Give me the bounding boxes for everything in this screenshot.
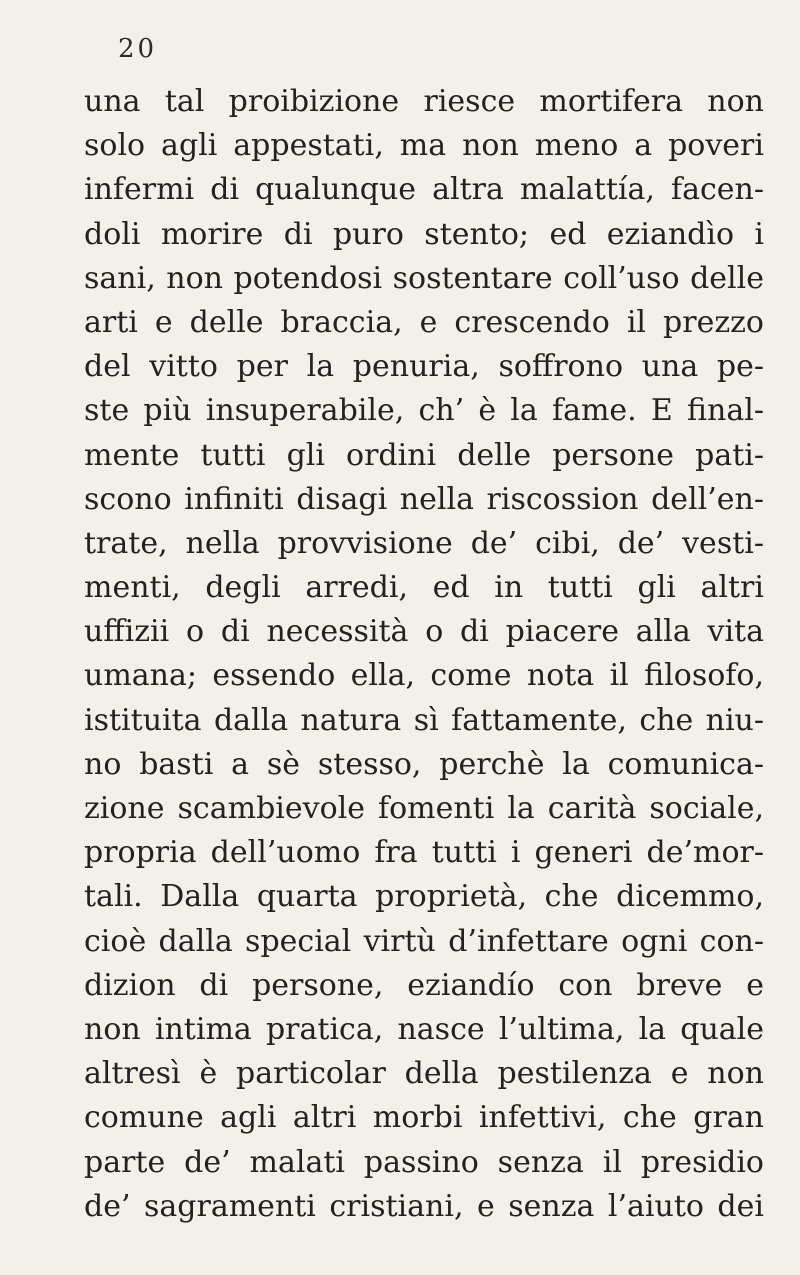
body-text bbox=[84, 80, 764, 1229]
page-number: 20 bbox=[118, 34, 158, 64]
text-line: ste più insuperabile, ch’ è la fame. E final- bbox=[84, 393, 764, 429]
text-line: una tal proibizione riesce mortifera non bbox=[84, 84, 764, 119]
text-line: trate, nella provvisione de’ cibi, de’ vesti- bbox=[84, 525, 764, 561]
text-line: tali. Dalla quarta proprietà, che dicemmo, bbox=[84, 879, 764, 915]
text-line: infermi di qualunque altra malattía, facen- bbox=[84, 172, 764, 208]
text-line: mente tutti gli ordini delle persone pati- bbox=[84, 437, 764, 473]
text-line: doli morire di puro stento; ed eziandìo i bbox=[84, 216, 764, 252]
text-line: dizion di persone, eziandío con breve e bbox=[84, 967, 764, 1003]
text-line: scono infiniti disagi nella riscossion dell’en- bbox=[84, 481, 764, 517]
text-line: altresì è particolar della pestilenza e non bbox=[84, 1056, 764, 1092]
text-line: cioè dalla special virtù d’infettare ogni con- bbox=[84, 923, 764, 959]
text-line: arti e delle braccia, e crescendo il prezzo bbox=[84, 304, 764, 340]
text-line: no basti a sè stesso, perchè la comunica- bbox=[84, 746, 764, 782]
text-line: istituita dalla natura sì fattamente, che niu- bbox=[84, 702, 764, 738]
text-line: umana; essendo ella, come nota il filosofo, bbox=[84, 658, 764, 694]
text-line: zione scambievole fomenti la carità sociale, bbox=[84, 791, 764, 826]
text-line: sani, non potendosi sostentare coll’uso delle bbox=[84, 260, 764, 296]
text-line: de’ sagramenti cristiani, e senza l’aiuto dei bbox=[84, 1188, 764, 1224]
text-line: del vitto per la penuria, soffrono una pe- bbox=[84, 349, 764, 385]
text-line: non intima pratica, nasce l’ultima, la quale bbox=[84, 1011, 764, 1047]
text-line: solo agli appestati, ma non meno a poveri bbox=[84, 128, 764, 164]
text-line: uffizii o di necessità o di piacere alla vita bbox=[84, 614, 764, 650]
text-line: parte de’ malati passino senza il presidio bbox=[84, 1144, 764, 1180]
text-line: comune agli altri morbi infettivi, che gran bbox=[84, 1100, 764, 1136]
text-line: menti, degli arredi, ed in tutti gli altri bbox=[84, 570, 764, 606]
text-line: propria dell’uomo fra tutti i generi de’mor- bbox=[84, 835, 764, 871]
